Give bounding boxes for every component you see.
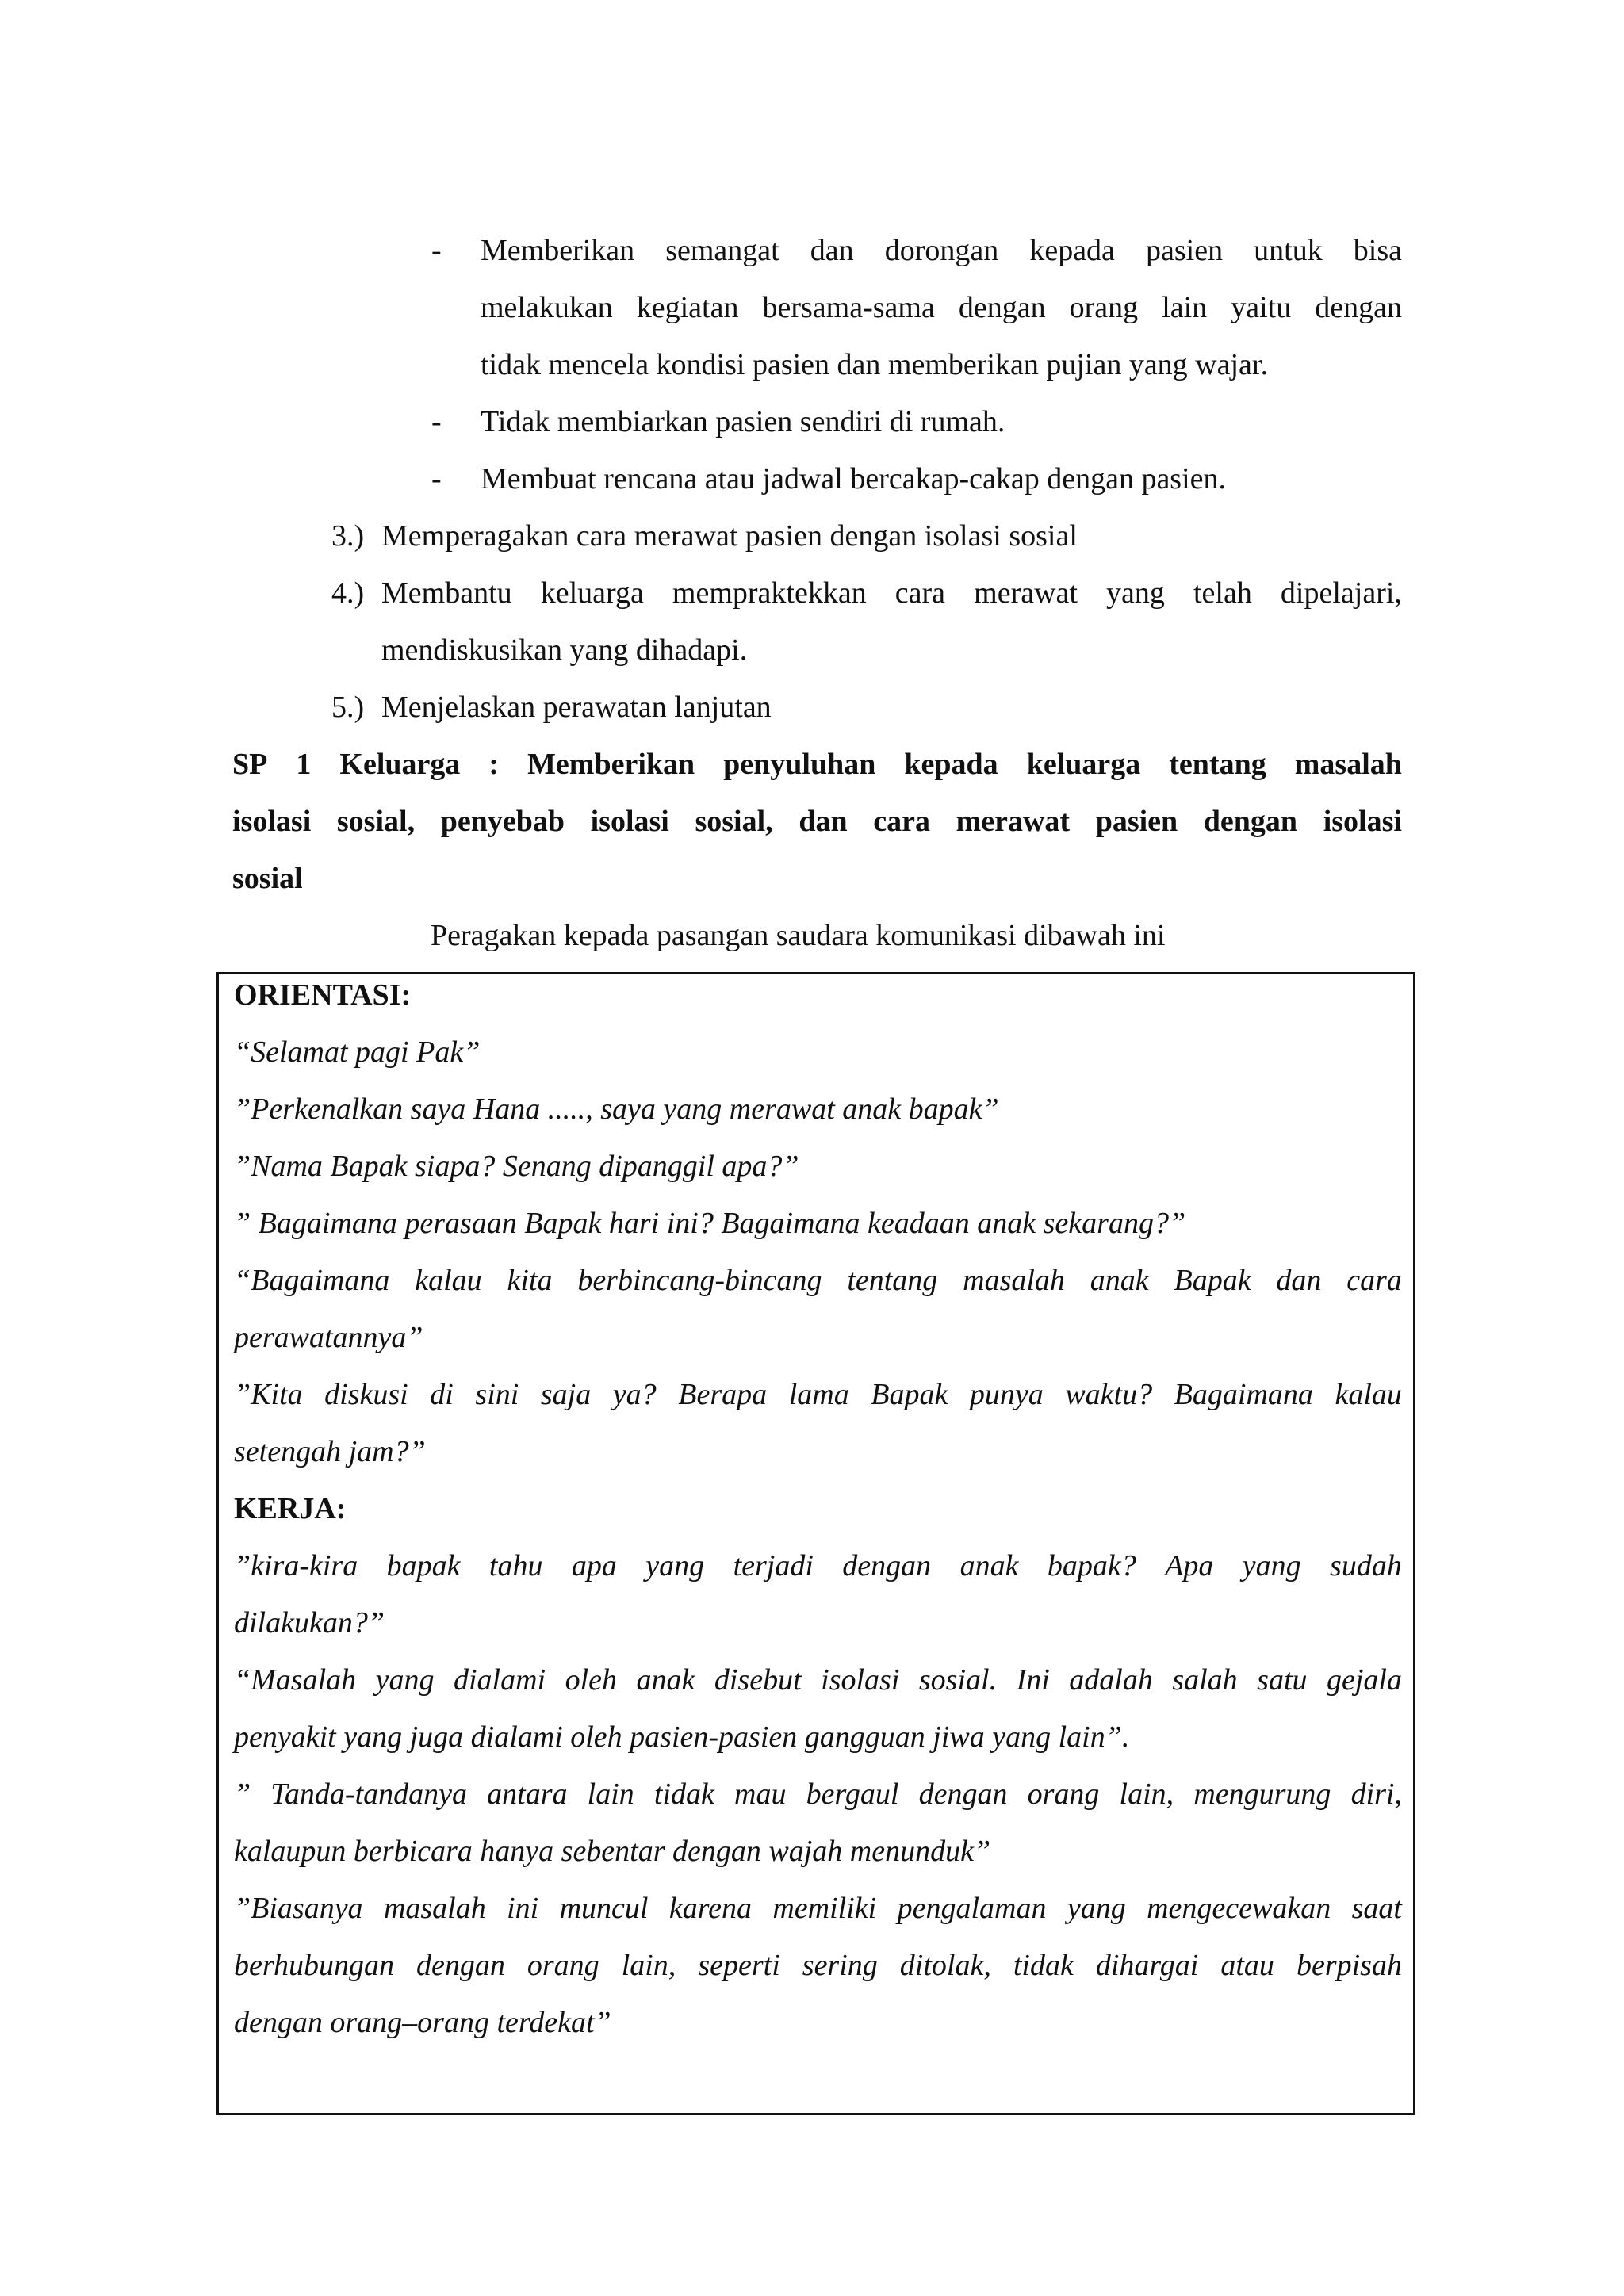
word: : [488, 748, 500, 781]
kerja-line [234, 1890, 1402, 1927]
kerja-line: penyakit yang juga dialami oleh pasien-pasien gangguan jiwa yang lain”. [234, 1720, 1130, 1754]
word: Ini [1016, 1663, 1050, 1697]
word: dengan [958, 291, 1046, 324]
word: berhubungan [234, 1949, 394, 1982]
word: Berapa [678, 1378, 768, 1411]
word: kepada [1029, 234, 1115, 267]
word: muncul [559, 1892, 649, 1925]
word: ”Kita [234, 1378, 303, 1411]
word: disebut [714, 1663, 802, 1697]
word: dan [810, 234, 854, 267]
word: keluarga [1026, 748, 1141, 781]
word: Keluarga [339, 748, 461, 781]
word: masalah [383, 1892, 486, 1925]
item-number: 5.) [331, 691, 365, 724]
word: masalah [963, 1264, 1065, 1297]
word: dan [1276, 1264, 1322, 1297]
word: sering [802, 1949, 878, 1982]
word: dengan [842, 1549, 932, 1582]
word: dihargai [1095, 1949, 1199, 1982]
word: waktu? [1065, 1378, 1153, 1411]
kerja-line [234, 1548, 1402, 1584]
word: isolasi [821, 1663, 900, 1697]
orientasi-line: ”Perkenalkan saya Hana ....., saya yang merawat anak bapak” [234, 1093, 999, 1126]
orientasi-line: setengah jam?” [234, 1435, 426, 1468]
word: cara [873, 805, 930, 838]
word: masalah [1294, 748, 1402, 781]
word: oleh [565, 1663, 618, 1697]
word: orang [1069, 291, 1139, 324]
word: pasien [1146, 234, 1224, 267]
word: merawat [956, 805, 1071, 838]
word: lain [587, 1777, 634, 1811]
word: saat [1351, 1892, 1402, 1925]
word: mau [734, 1777, 787, 1811]
orientasi-line: ” Bagaimana perasaan Bapak hari ini? Bagaimana keadaan anak sekarang?” [234, 1207, 1186, 1240]
word: berbincang-bincang [577, 1264, 822, 1297]
word: bapak [386, 1549, 461, 1582]
word: di [430, 1378, 454, 1411]
word: kegiatan [636, 291, 739, 324]
word: gejala [1327, 1663, 1402, 1697]
word: saja [540, 1378, 592, 1411]
word: semangat [665, 234, 779, 267]
word: punya [969, 1378, 1044, 1411]
word: untuk [1254, 234, 1323, 267]
word: antara [487, 1777, 568, 1811]
word: Memberikan [527, 748, 695, 781]
word: mempraktekkan [672, 576, 867, 610]
bullet-dash: - [431, 405, 442, 438]
word: kalau [415, 1264, 482, 1297]
word: dengan [1315, 291, 1402, 324]
word: SP [232, 748, 268, 781]
word: penyebab [440, 805, 565, 838]
word: lain, [621, 1949, 676, 1982]
word: anak [1090, 1264, 1149, 1297]
word: sosial, [695, 805, 773, 838]
word: karena [668, 1892, 752, 1925]
kerja-line: kalaupun berbicara hanya sebentar dengan wajah menunduk” [234, 1835, 991, 1868]
word: terjadi [733, 1549, 814, 1582]
word: “Bagaimana [234, 1264, 390, 1297]
word: keluarga [540, 576, 644, 610]
word: Memberikan [481, 234, 635, 267]
word: dengan [416, 1949, 505, 1982]
word: dorongan [884, 234, 999, 267]
word: lain, [1119, 1777, 1174, 1811]
kerja-line [234, 1947, 1402, 1984]
word: “Masalah [234, 1663, 357, 1697]
orientasi-line: perawatannya” [234, 1321, 423, 1354]
sp-heading-line-3: sosial [232, 862, 303, 895]
kerja-line [234, 1776, 1402, 1812]
word: lain [1162, 291, 1208, 324]
word: salah [1172, 1663, 1238, 1697]
item-number: 4.) [331, 576, 365, 610]
word: penyuluhan [723, 748, 876, 781]
word: yang [375, 1663, 435, 1697]
word: dengan [918, 1777, 1008, 1811]
kerja-title: KERJA: [234, 1492, 347, 1525]
word: kepada [904, 748, 998, 781]
word: dengan [1203, 805, 1298, 838]
bullet-2-line-1: Tidak membiarkan pasien sendiri di rumah. [481, 405, 1005, 438]
orientasi-line [234, 1262, 1402, 1299]
word: bapak? [1047, 1549, 1136, 1582]
word: adalah [1069, 1663, 1153, 1697]
word: apa [571, 1549, 617, 1582]
word: cara [894, 576, 946, 610]
word: orang [1027, 1777, 1100, 1811]
word: telah [1193, 576, 1252, 610]
word: pasien [1095, 805, 1178, 838]
word: dipelajari, [1280, 576, 1402, 610]
word: tahu [488, 1549, 543, 1582]
word: atau [1220, 1949, 1274, 1982]
kerja-line: dengan orang–orang terdekat” [234, 2006, 611, 2039]
word: Bagaimana [1174, 1378, 1313, 1411]
word: Apa [1165, 1549, 1214, 1582]
numbered-3-line-1: Memperagakan cara merawat pasien dengan isolasi sosial [381, 519, 1078, 553]
word: isolasi [232, 805, 312, 838]
word: bergaul [806, 1777, 899, 1811]
word: orang [527, 1949, 599, 1982]
word: cara [1346, 1264, 1402, 1297]
word: seperti [698, 1949, 780, 1982]
word: anak [636, 1663, 695, 1697]
word: yang [1106, 576, 1165, 610]
word: ” [234, 1777, 251, 1811]
word: Membantu [381, 576, 512, 610]
bullet-dash: - [431, 234, 442, 267]
numbered-4-line-2: mendiskusikan yang dihadapi. [381, 633, 748, 667]
word: 1 [296, 748, 312, 781]
word: dan [799, 805, 848, 838]
item-number: 3.) [331, 519, 365, 553]
word: sudah [1330, 1549, 1402, 1582]
orientasi-line: “Selamat pagi Pak” [234, 1035, 481, 1069]
word: ya? [612, 1378, 657, 1411]
word: melakukan [481, 291, 613, 324]
word: Bapak [871, 1378, 948, 1411]
word: isolasi [1323, 805, 1402, 838]
orientasi-line [234, 1376, 1402, 1413]
kerja-line [234, 1662, 1402, 1698]
word: anak [959, 1549, 1019, 1582]
word: memiliki [772, 1892, 877, 1925]
word: tidak [653, 1777, 714, 1811]
word: dialami [453, 1663, 546, 1697]
word: satu [1257, 1663, 1308, 1697]
word: diskusi [324, 1378, 408, 1411]
bullet-1-line-2 [481, 289, 1402, 326]
word: bersama-sama [762, 291, 935, 324]
word: merawat [974, 576, 1078, 610]
dialog-box [216, 972, 1415, 2115]
bullet-3-line-1: Membuat rencana atau jadwal bercakap-cakap dengan pasien. [481, 462, 1227, 496]
word: Tanda-tandanya [270, 1777, 468, 1811]
word: kalau [1335, 1378, 1402, 1411]
orientasi-line: ”Nama Bapak siapa? Senang dipanggil apa?” [234, 1150, 799, 1183]
kerja-line: dilakukan?” [234, 1606, 385, 1640]
orientasi-title: ORIENTASI: [234, 978, 412, 1012]
word: sosial. [918, 1663, 998, 1697]
word: Bapak [1174, 1264, 1251, 1297]
word: sini [475, 1378, 519, 1411]
word: kita [507, 1264, 553, 1297]
word: ”kira-kira [234, 1549, 358, 1582]
word: lama [788, 1378, 849, 1411]
word: ditolak, [899, 1949, 991, 1982]
word: isolasi [590, 805, 669, 838]
word: ”Biasanya [234, 1892, 363, 1925]
bullet-1-line-1 [481, 232, 1402, 269]
bullet-1-line-3: tidak mencela kondisi pasien dan memberikan pujian yang wajar. [481, 348, 1268, 381]
word: tidak [1013, 1949, 1074, 1982]
sp-heading-line-1 [232, 746, 1402, 783]
word: ini [507, 1892, 539, 1925]
word: berpisah [1296, 1949, 1402, 1982]
instruction: Peragakan kepada pasangan saudara komunikasi dibawah ini [431, 919, 1166, 952]
word: pengalaman [897, 1892, 1047, 1925]
word: sosial, [336, 805, 416, 838]
word: diri, [1350, 1777, 1402, 1811]
sp-heading-line-2 [232, 803, 1402, 840]
word: yang [1067, 1892, 1126, 1925]
word: bisa [1353, 234, 1402, 267]
word: tentang [847, 1264, 938, 1297]
numbered-4-line-1 [381, 575, 1402, 611]
bullet-dash: - [431, 462, 442, 496]
word: yang [1242, 1549, 1301, 1582]
word: mengurung [1193, 1777, 1331, 1811]
word: yang [645, 1549, 705, 1582]
word: tentang [1169, 748, 1266, 781]
word: yaitu [1231, 291, 1292, 324]
numbered-5-line-1: Menjelaskan perawatan lanjutan [381, 691, 772, 724]
word: mengecewakan [1147, 1892, 1331, 1925]
